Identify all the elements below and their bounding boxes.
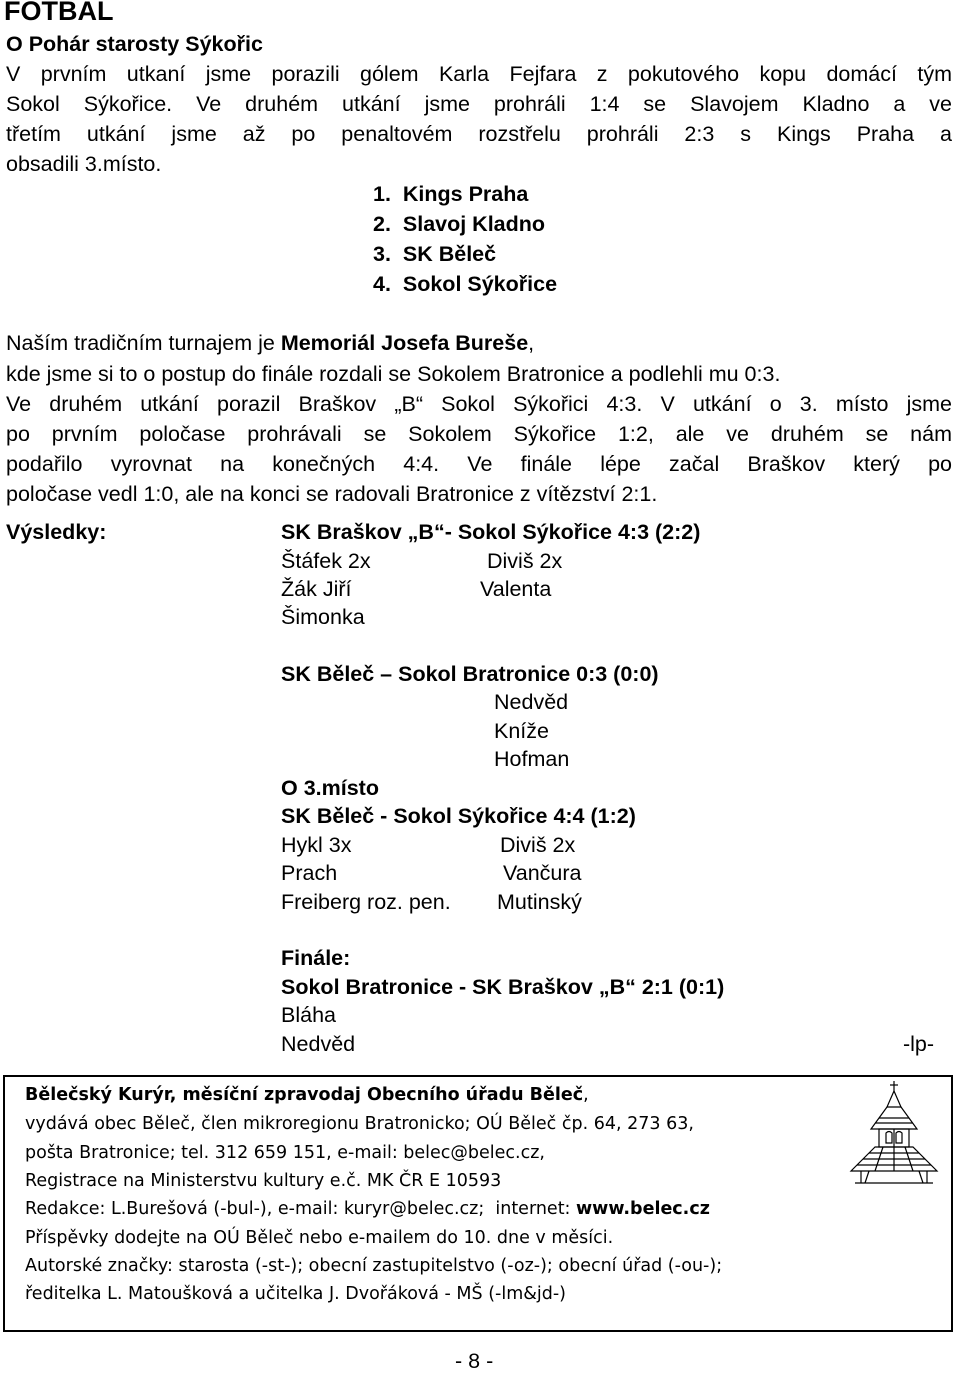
memorial-line: kde jsme si to o postup do finále rozdali se Sokolem Bratronice a podlehli mu 0:3. [6, 362, 781, 386]
standings-item: 2. Slavoj Kladno [373, 212, 546, 236]
memorial-line: Ve druhém utkání porazil Braškov „B“ Sokol Sýkořici 4:3. V utkání o 3. místo jsme [6, 392, 952, 416]
masthead-line: Autorské značky: starosta (-st-); obecní zastupitelstvo (-oz-); obecní úřad (-ou-); [25, 1256, 723, 1276]
website-link[interactable]: www.belec.cz [576, 1199, 710, 1219]
masthead-line: ředitelka L. Matoušková a učitelka J. Dvořáková - MŠ (-lm&jd-) [25, 1284, 567, 1304]
scorer: Bláha [281, 1003, 336, 1027]
final-label: Finále: [281, 946, 351, 970]
scorer-away: Nedvěd [494, 690, 569, 714]
masthead-editors-line [25, 1199, 710, 1219]
standings-item: 4. Sokol Sýkořice [373, 272, 558, 296]
masthead-line: vydává obec Běleč, člen mikroregionu Bratronicko; OÚ Běleč čp. 64, 273 63, [25, 1114, 694, 1134]
memorial-intro-end: , [528, 331, 535, 355]
masthead-title-end: , [583, 1085, 589, 1105]
page-number: - 8 - [455, 1349, 494, 1373]
memorial-intro-text: Naším tradičním turnajem je [6, 331, 281, 355]
standings-item: 3. SK Běleč [373, 242, 497, 266]
masthead-line: Příspěvky dodejte na OÚ Běleč nebo e-mailem do 10. dne v měsíci. [25, 1228, 614, 1248]
third-place-label: O 3.místo [281, 776, 379, 800]
cup-paragraph-line: třetím utkání jsme až po penaltovém rozstřelu prohráli 2:3 s Kings Praha a [6, 122, 952, 146]
cup-paragraph-line: obsadili 3.místo. [6, 152, 162, 176]
masthead-title: Bělečský Kurýr, měsíční zpravodaj Obecního úřadu Běleč [25, 1085, 584, 1105]
author-signature: -lp- [903, 1032, 935, 1056]
scorer-away: Diviš 2x [487, 549, 563, 573]
memorial-line: po prvním poločase prohrávali se Sokolem Sýkořice 1:2, ale ve druhém se nám [6, 422, 952, 446]
memorial-intro [6, 331, 534, 356]
cup-paragraph-line: V prvním utkaní jsme porazili gólem Karla Fejfara z pokutového kopu domácí tým [6, 62, 952, 86]
scorer-away: Diviš 2x [500, 833, 576, 857]
scorer-away: Mutinský [497, 890, 582, 914]
scorer-home: Štáfek 2x [281, 549, 371, 573]
masthead-line: Registrace na Ministerstvu kultury e.č. MK ČR E 10593 [25, 1171, 502, 1191]
third-place-title: SK Běleč - Sokol Sýkořice 4:4 (1:2) [281, 804, 636, 828]
cup-title: O Pohár starosty Sýkořic [6, 32, 263, 56]
scorer-away: Vančura [503, 861, 582, 885]
standings-item: 1. Kings Praha [373, 182, 529, 206]
final-title: Sokol Bratronice - SK Braškov „B“ 2:1 (0:1) [281, 975, 725, 999]
masthead-line: pošta Bratronice; tel. 312 659 151, e-mail: belec@belec.cz, [25, 1143, 545, 1163]
masthead-box [3, 1075, 953, 1332]
scorer-home: Hykl 3x [281, 833, 352, 857]
scorer-home: Žák Jiří [281, 577, 352, 601]
match2-title: SK Běleč – Sokol Bratronice 0:3 (0:0) [281, 662, 659, 686]
scorer-away: Kníže [494, 719, 549, 743]
masthead-title-line [25, 1085, 589, 1105]
bell-tower-illustration [839, 1079, 949, 1187]
match1-title: SK Braškov „B“- Sokol Sýkořice 4:3 (2:2) [281, 520, 701, 544]
scorer-away: Valenta [480, 577, 552, 601]
memorial-name: Memoriál Josefa Bureše [280, 331, 529, 355]
memorial-line: podařilo vyrovnat na konečných 4:4. Ve finále lépe začal Braškov který po [6, 452, 952, 476]
scorer-home: Freiberg roz. pen. [281, 890, 451, 914]
scorer-away: Hofman [494, 747, 570, 771]
results-label: Výsledky: [6, 520, 107, 544]
cup-paragraph-line: Sokol Sýkořice. Ve druhém utkání jsme prohráli 1:4 se Slavojem Kladno a ve [6, 92, 952, 116]
scorer-home: Prach [281, 861, 338, 885]
memorial-line: poločase vedl 1:0, ale na konci se radovali Bratronice z vítězství 2:1. [6, 482, 658, 506]
scorer: Nedvěd [281, 1032, 356, 1056]
editors-text: Redakce: L.Burešová (-bul-), e-mail: kuryr@belec.cz; internet: [25, 1199, 577, 1219]
section-title: FOTBAL [4, 0, 114, 26]
scorer-home: Šimonka [281, 605, 365, 629]
